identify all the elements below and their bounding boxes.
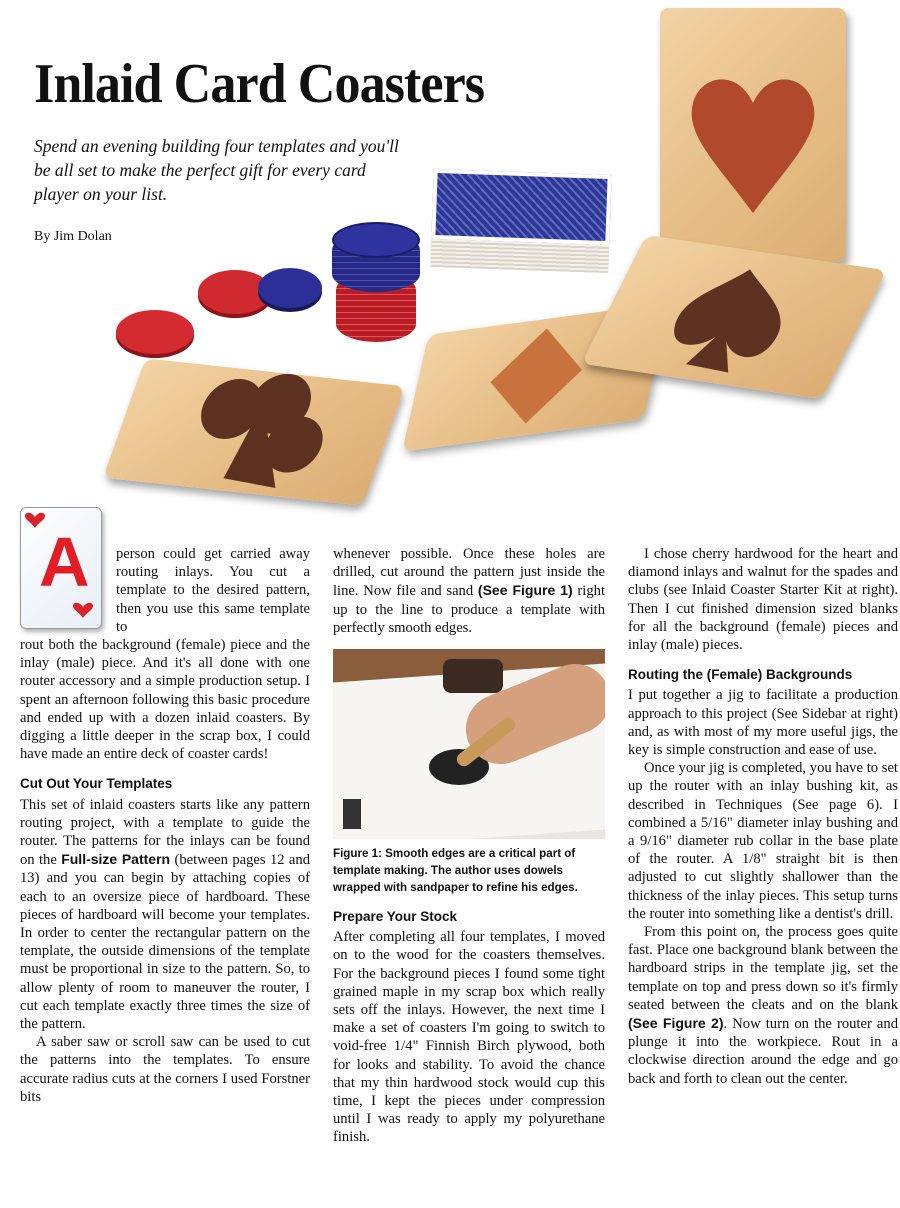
paragraph: A saber saw or scroll saw can be used to cut the patterns into the templates. To ensure accurate radius cuts at the corners I used Forstner bits [20,1034,310,1105]
column-3 [628,545,898,1088]
bold-reference: Full-size Pattern [61,851,171,868]
figure-reference: (See Figure 1) [477,582,573,599]
figure-caption: Figure 1: Smooth edges are a critical part of template making. The author uses dowels wrapped with sandpaper to refine his edges. [333,847,578,895]
poker-chip-blue [258,268,322,308]
coasters-photo [0,0,900,540]
paragraph: I put together a jig to facilitate a production approach to this project (See Sidebar at right) and, as with most of my more useful jigs, the key is simple construction and ease of use. [628,687,898,759]
section-heading: Prepare Your Stock [333,909,458,925]
lead-text: person could get carried away routing inlays. You cut a template to the desired pattern, then you use this same template to [116,546,310,635]
paragraph [20,545,310,763]
article-deck: Spend an evening building four templates and you'll be all set to make the perfect gift for every card player on your list. [34,136,399,204]
poker-chip-stack [332,222,420,346]
article-title: Inlaid Card Coasters [34,53,485,115]
poker-chip-red [116,310,194,354]
paragraph-text: right up to the line to produce a template with perfectly smooth edges. [333,583,605,636]
paragraph: After completing all four templates, I moved on to the wood for the coasters themselves. For the background pieces I found some tight grained maple in my scrap box which really sets off the inlays. However, the next time I make a set of coasters I'm going to switch to void-free 1/4" Finnish Birch plywood, both for looks and stability. To avoid the chance that my thin hardwood stock would cup this time, I kept the pieces under compression until I was ready to apply my polyurethane finish. [333,929,605,1146]
paragraph: I chose cherry hardwood for the heart and diamond inlays and walnut for the spades and clubs (see Inlaid Coaster Starter Kit at right). Then I cut finished dimension sized blanks for all the background (female) pieces and inlay (male) pieces. [628,546,898,654]
deck-of-cards [430,169,611,273]
heart-icon [660,8,846,262]
paragraph: Once your jig is completed, you have to set up the router with an inlay bushing kit, as described in Techniques (See page 6). I combined a 5/16" diameter inlay bushing and a 9/16" diameter rub collar in the base plate of the router. A 1/8" straight bit is then adjusted to cut slightly shallower than the thickness of the inlay pieces. This setup turns the router into something like a dentist's drill. [628,760,898,922]
paragraph-text: This set of inlaid coasters starts like any pattern routing project, with a template to guide the router. The patterns for the inlays can be found on the [20,796,310,869]
section-heading: Cut Out Your Templates [20,776,173,792]
figure-reference: (See Figure 2) [628,1015,724,1032]
byline: By Jim Dolan [34,229,112,244]
club-icon [103,358,405,505]
column-1 [20,545,310,1106]
heart-coaster [660,8,846,262]
section-heading: Routing the (Female) Backgrounds [628,667,853,683]
paragraph-text: . Now turn on the router and plunge it into the workpiece. Rout in a clockwise direction around the edge and go back and forth to clean out the center. [628,1016,898,1087]
column-2 [333,545,605,1147]
drop-cap-letter: A [39,523,90,601]
figure-1-photo [333,649,605,839]
paragraph-text: (between pages 12 and 13) and you can begin by attaching copies of each to an oversize piece of hardboard. These pieces of hardboard will become your templates. In order to center the rectangular pattern on the template, the outside dimensions of the template must be proportional in size to the pattern. So, to allow plenty of room to maneuver the router, I cut each template exactly three times the size of the pattern. [20,852,310,1033]
paragraph-text: rout both the background (female) piece and the inlay (male) piece. And it's all done with one router accessory and a simple production setup. I spent an afternoon following this basic procedure and ended up with a dozen inlaid coasters. By digging a little deeper in the scrap box, I could have made an entire deck of coaster cards! [20,637,310,763]
paragraph [333,545,605,637]
paragraph [20,796,310,1034]
paragraph [628,923,898,1088]
paragraph-text: whenever possible. Once these holes are drilled, cut around the pattern just inside the line. Now file and sand [333,546,605,600]
club-coaster [103,358,405,505]
paragraph-text: From this point on, the process goes quite fast. Place one background blank between the hardboard strips in the template jig, set the template on top and press down so it's firmly seated between the cleats and on the blank [628,924,898,1013]
